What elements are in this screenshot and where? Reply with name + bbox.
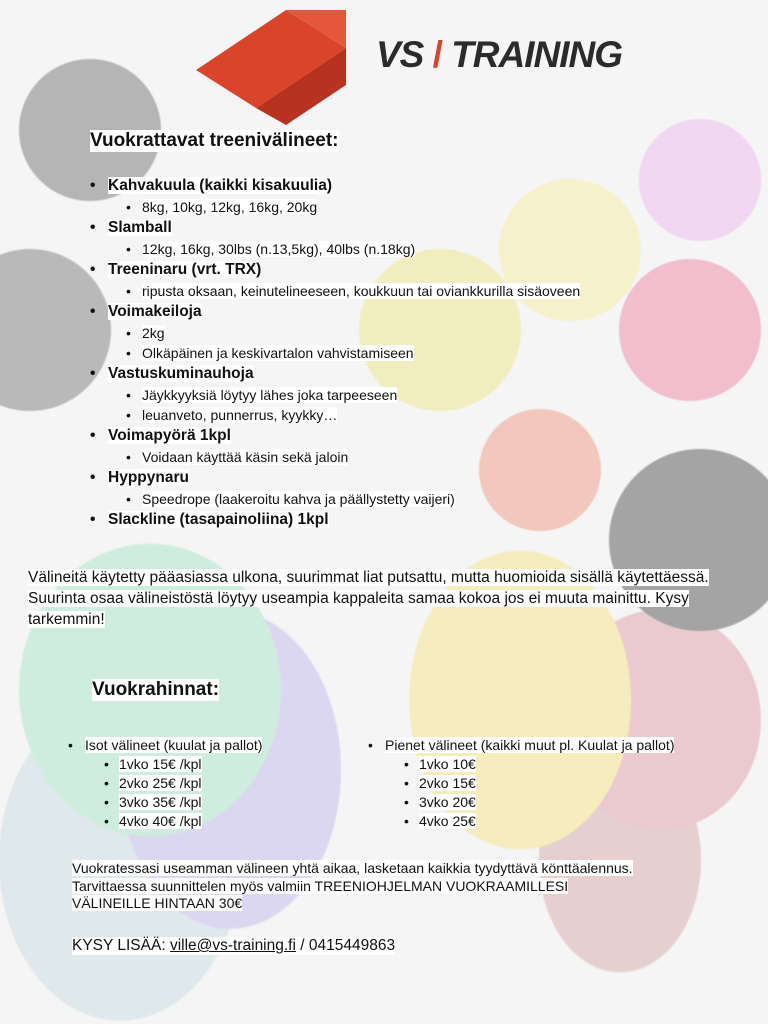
equipment-item-name: Slackline (tasapainoliina) 1kpl	[108, 511, 329, 528]
equipment-item	[90, 510, 750, 530]
equipment-item	[90, 260, 750, 301]
contact-line	[72, 937, 395, 955]
price-row: • 3vko 35€ /kpl	[104, 793, 358, 812]
equipment-item-name: Hyppynaru	[108, 469, 189, 486]
contact-email-link[interactable]: ville@vs-training.fi	[169, 937, 296, 954]
equipment-item-detail: • Voidaan käyttää käsin sekä jaloin	[126, 447, 750, 467]
equipment-item-name: Voimakeiloja	[108, 303, 202, 320]
equipment-description: Välineitä käytetty pääasiassa ulkona, suurimmat liat putsattu, mutta huomioida sisällä käytettäessä. Suurinta osaa välineistöstä löytyy useampia kappaleita samaa kokoa jos ei muuta mainittu. Kysy tarkemmin!	[28, 569, 709, 628]
equipment-item-detail: • ripusta oksaan, keinutelineeseen, koukkuun tai oviankkurilla sisäoveen	[126, 281, 750, 301]
price-row: • 2vko 15€	[404, 774, 748, 793]
prices-heading: Vuokrahinnat:	[92, 679, 220, 700]
equipment-item-name: Treeninaru (vrt. TRX)	[108, 261, 262, 278]
equipment-item	[90, 426, 750, 467]
note-line-2: Tarvittaessa suunnittelen myös valmiin TREENIOHJELMAN VUOKRAAMILLESI	[72, 877, 569, 894]
equipment-item	[90, 364, 750, 425]
small-equipment-prices	[368, 736, 748, 831]
price-row: • 4vko 25€	[404, 812, 748, 831]
contact-phone: 0415449863	[308, 937, 396, 954]
equipment-item	[90, 218, 750, 259]
equipment-item-name: Vastuskuminauhoja	[108, 365, 254, 382]
note-line-3: VÄLINEILLE HINTAAN 30€	[72, 895, 243, 911]
equipment-item	[90, 468, 750, 509]
equipment-item-name: Voimapyörä 1kpl	[108, 427, 231, 444]
price-row: • 1vko 15€ /kpl	[104, 755, 358, 774]
equipment-item-name: Slamball	[108, 219, 172, 236]
price-row: • 4vko 40€ /kpl	[104, 812, 358, 831]
discount-note	[72, 860, 752, 913]
brand-wordmark: VS / TRAINING	[376, 34, 623, 75]
equipment-item-detail: • leuanveto, punnerrus, kyykky…	[126, 405, 750, 425]
large-equipment-prices	[68, 736, 358, 831]
equipment-heading: Vuokrattavat treenivälineet:	[90, 130, 339, 151]
equipment-item-detail: • Olkäpäinen ja keskivartalon vahvistamiseen	[126, 343, 750, 363]
price-row: • 2vko 25€ /kpl	[104, 774, 358, 793]
equipment-item	[90, 302, 750, 363]
equipment-item-detail: • 8kg, 10kg, 12kg, 16kg, 20kg	[126, 197, 750, 217]
contact-prefix: KYSY LISÄÄ:	[72, 937, 170, 954]
equipment-item-detail: • Speedrope (laakeroitu kahva ja päällystetty vaijeri)	[126, 489, 750, 509]
equipment-item-detail: • Jäykkyyksiä löytyy lähes joka tarpeeseen	[126, 385, 750, 405]
small-equipment-label: • Pienet välineet (kaikki muut pl. Kuulat ja pallot) • 1vko 10€ • 2vko 15€ • 3vko 20€ • 4vko 25€	[368, 736, 748, 831]
equipment-item-detail: • 2kg	[126, 323, 750, 343]
equipment-item-name: Kahvakuula (kaikki kisakuulia)	[108, 177, 332, 194]
contact-separator: /	[295, 937, 309, 954]
price-row: • 1vko 10€	[404, 755, 748, 774]
note-line-1: Vuokratessasi useamman välineen yhtä aikaa, lasketaan kaikkia tyydyttävä könttäalennus.	[72, 860, 633, 876]
large-equipment-label: • Isot välineet (kuulat ja pallot) • 1vko 15€ /kpl • 2vko 25€ /kpl • 3vko 35€ /kpl • 4vko 40€ /kpl	[68, 736, 358, 831]
price-row: • 3vko 20€	[404, 793, 748, 812]
equipment-item-detail: • 12kg, 16kg, 30lbs (n.13,5kg), 40lbs (n.18kg)	[126, 239, 750, 259]
equipment-item	[90, 176, 750, 217]
equipment-list	[90, 176, 750, 530]
